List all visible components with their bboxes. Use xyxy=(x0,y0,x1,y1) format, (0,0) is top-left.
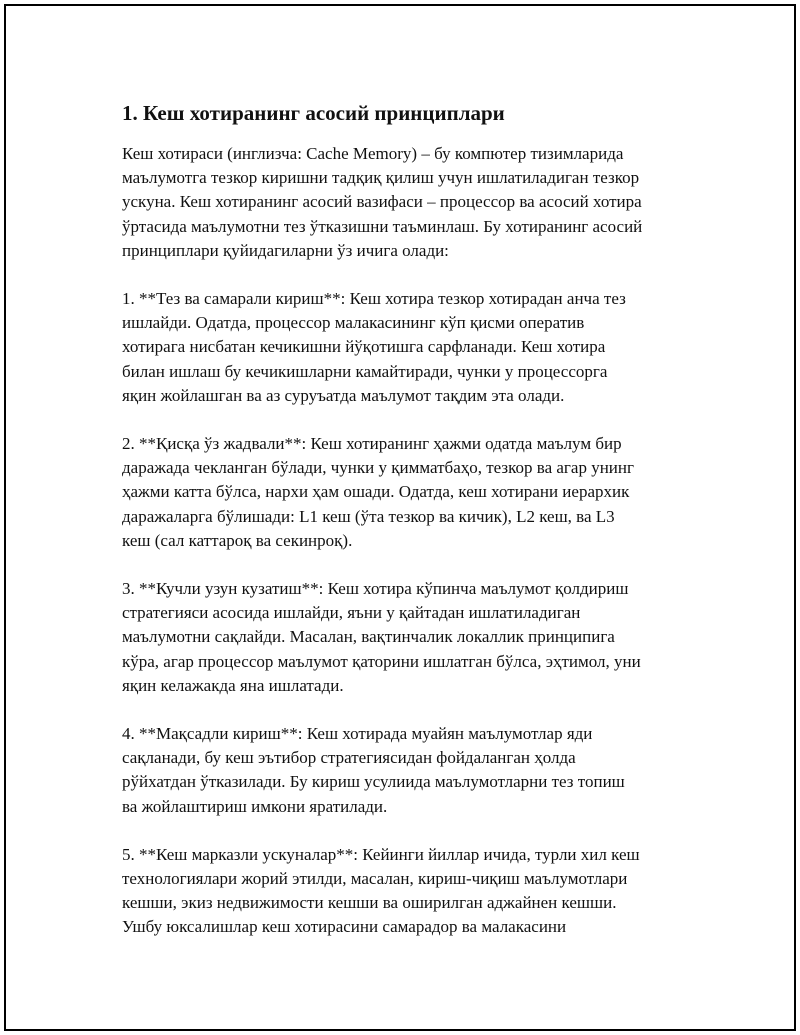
principle-1-paragraph: 1. **Тез ва самарали кириш**: Кеш хотира тезкор хотирадан анча тез ишлайди. Одатда, процессор малакасининг кўп қисми оператив хотирага нисбатан кечикишни йўқотишга сарфланади. Кеш хотира билан ишлаш бу кечикишларни камайтиради, чунки у процессорга яқин жойлашган ва аз суруъатда маълумот тақдим эта олади. xyxy=(122,289,626,405)
principle-3-paragraph: 3. **Кучли узун кузатиш**: Кеш хотира кўпинча маълумот қолдириш стратегияси асосида ишлайди, яъни у қайтадан ишлатиладиган маълумотни сақлайди. Масалан, вақтинчалик локаллик принципига кўра, агар процессор маълумот қаторини ишлатган бўлса, эҳтимол, уни яқин келажакда яна ишлатади. xyxy=(122,579,641,695)
document-page xyxy=(4,4,796,1031)
section-title: 1. Кеш хотиранинг асосий принциплари xyxy=(122,101,505,125)
principle-5-paragraph: 5. **Кеш марказли ускуналар**: Кейинги йиллар ичида, турли хил кеш технологиялари жорий этилди, масалан, кириш-чиқиш маълумотлари кешши, экиз недвижимости кешши ва оширилган аджайнен кешши. Ушбу юксалишлар кеш хотирасини самарадор ва малакасини xyxy=(122,844,640,937)
principle-2-paragraph: 2. **Қисқа ўз жадвали**: Кеш хотиранинг ҳажми одатда маълум бир даражада чекланган бўлади, чунки у қимматбаҳо, тезкор ва агар унинг ҳажми катта бўлса, нархи ҳам ошади. Одатда, кеш хотирани иерархик даражаларга бўлишади: L1 кеш (ўта тезкор ва кичик), L2 кеш, ва L3 кеш (сал каттароқ ва секинроқ). xyxy=(122,434,634,550)
document-body xyxy=(122,98,722,964)
principle-4-paragraph: 4. **Мақсадли кириш**: Кеш хотирада муайян маълумотлар яди сақланади, бу кеш эътибор стратегиясидан фойдаланган ҳолда рўйхатдан ўтказилади. Бу кириш усулиида маълумотларни тез топиш ва жойлаштириш имкони яратилади. xyxy=(122,724,625,816)
intro-paragraph: Кеш хотираси (инглизча: Cache Memory) – бу компютер тизимларида маълумотга тезкор киришни тадқиқ қилиш учун ишлатиладиган тезкор ускуна. Кеш хотиранинг асосий вазифаси – процессор ва асосий хотира ўртасида маълумотни тез ўтказишни таъминлаш. Бу хотиранинг асосий принциплари қуйидагиларни ўз ичига олади: xyxy=(122,144,643,260)
